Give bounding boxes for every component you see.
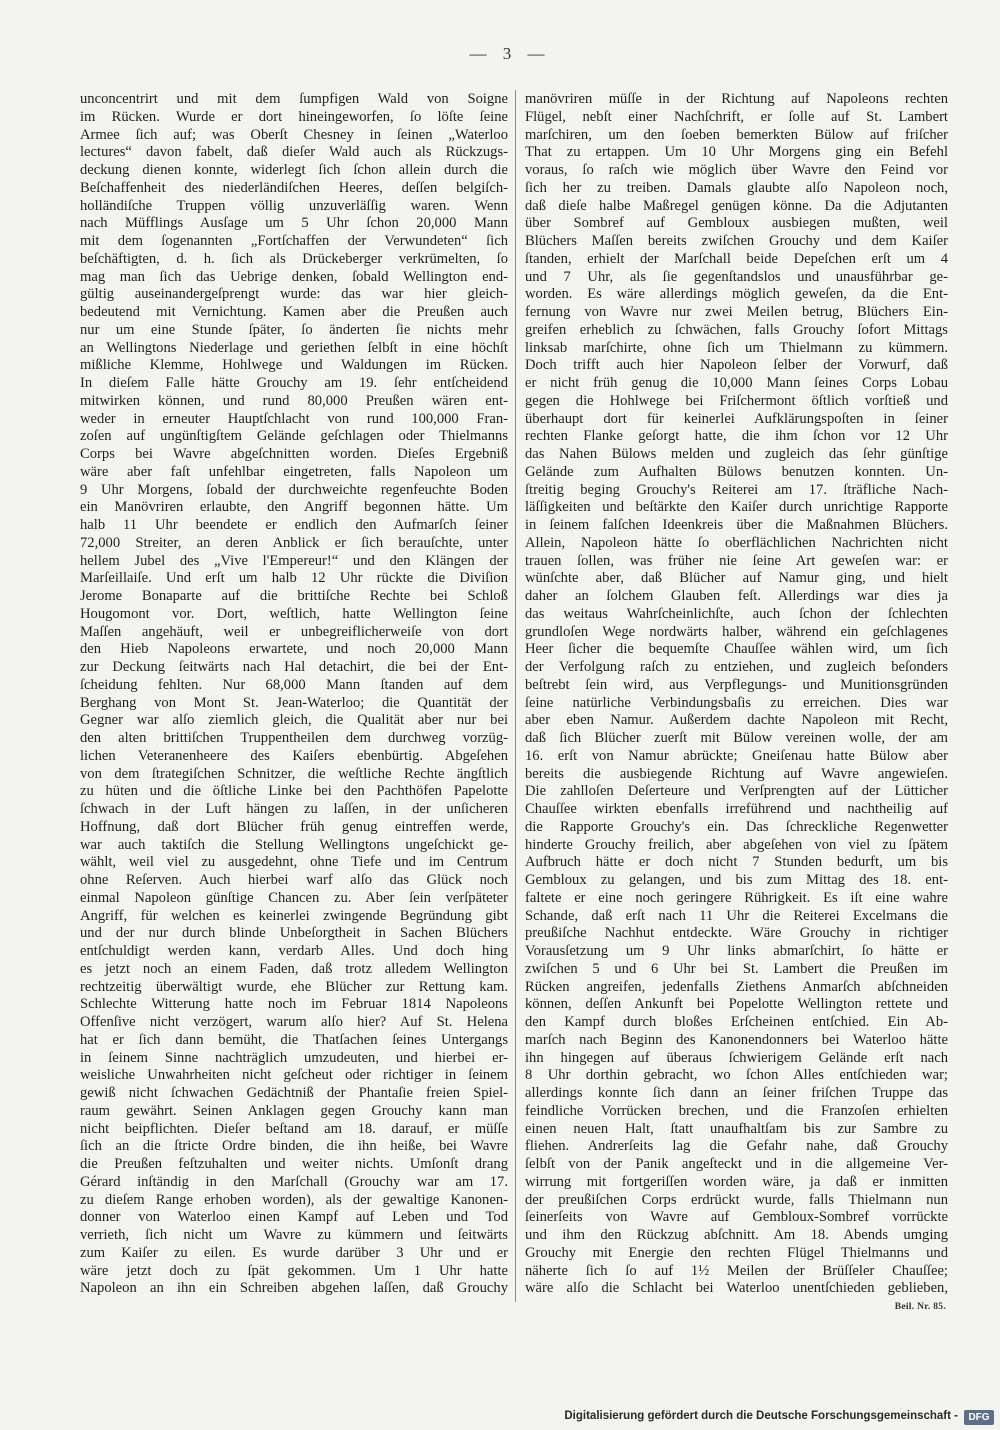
- page-number: — 3 —: [469, 44, 551, 63]
- text-line: mag man ſich das Uebrige denken, ſobald Wellington end-: [80, 268, 508, 285]
- text-line: von dem ſtrategiſchen Schnitzer, die weſtliche Rechte ängſtlich: [80, 765, 508, 782]
- text-line: und ihm den Rückzug abſchnitt. Am 18. Abends umging: [525, 1227, 948, 1243]
- text-line: wünſchte aber, daß Blücher auf Namur ging, und hielt: [525, 570, 948, 587]
- text-line: ohne Reſerven. Auch hierbei warf alſo das Glück noch: [80, 872, 508, 888]
- text-line: gewiß nicht ſchwachen Gedächtniß der Phantaſie freien Spiel-: [80, 1085, 508, 1101]
- text-line: wäre aber faſt unfehlbar eingetreten, falls Napoleon um: [80, 463, 508, 480]
- text-line: hat er ſich dann bemüht, die Thatſachen ſeines Untergangs: [80, 1031, 508, 1048]
- text-column-right: [525, 91, 948, 1298]
- text-line: überhaupt dort für keinerlei Aufklärungspoſten in ſeiner: [525, 410, 948, 427]
- text-line: deckung dienen konnte, widerlegt ſich ſchon allein durch die: [80, 162, 508, 178]
- text-line: manövriren müſſe in der Richtung auf Napoleons rechten: [525, 91, 948, 107]
- text-line: zu hüten und die öſtliche Linke bei den Pachthöfen Papelotte: [80, 783, 508, 800]
- text-line: Heer ſicher die bequemſte Chauſſee wählen wird, um ſich: [525, 641, 948, 658]
- text-line: wäre jetzt doch zu ſpät gekommen. Um 1 Uhr hatte: [80, 1262, 508, 1279]
- text-line: hellem Jubel des „Vive l'Empereur!“ und den Klängen der: [80, 552, 508, 569]
- text-line: ſeinerſeits von Wavre auf Gembloux-Sombref vorrückte: [525, 1209, 948, 1226]
- column-rule: [515, 90, 516, 1302]
- digitization-notice: Digitalisierung gefördert durch die Deutsche Forschungsgemeinschaft -: [564, 1410, 958, 1422]
- text-line: marſch nach Beginn des Kanonendonners bei Waterloo hätte: [525, 1031, 948, 1048]
- text-line: 16. erſt von Namur abrückte; Gneiſenau hatte Bülow aber: [525, 747, 948, 764]
- text-line: weisliche Unwahrheiten nicht geſcheut oder richtiger in ſeinem: [80, 1067, 508, 1084]
- text-line: können, deſſen Ankunft bei Popelotte Wellington rettete und: [525, 996, 948, 1013]
- text-line: 72,000 Streiter, an deren Anblick er ſich berauſchte, unter: [80, 534, 508, 551]
- text-line: ſchwach in der Luft hängen zu laſſen, in der unſicheren: [80, 801, 508, 817]
- text-line: ſelbſt von der Panik angeſteckt und in die allgemeine Ver-: [525, 1156, 948, 1172]
- text-line: linksab marſchirte, ohne ſich um Thielmann zu kümmern.: [525, 339, 948, 356]
- text-line: mißliche Klemme, Hohlwege und Waldungen im Rücken.: [80, 357, 508, 374]
- text-line: näherte ſich ſo auf 1½ Meilen der Brüſſeler Chauſſee;: [525, 1262, 948, 1279]
- text-column-left: [80, 91, 508, 1298]
- text-line: Maſſen angehäuft, weil er unbegreiflicherweiſe von dort: [80, 623, 508, 640]
- text-line: Doch trifft auch hier Napoleon ſelber der Vorwurf, daß: [525, 357, 948, 374]
- text-line: Blüchers Maſſen bereits zwiſchen Grouchy und dem Kaiſer: [525, 233, 948, 249]
- text-line: nur um eine Stunde ſpäter, ſo änderten ſie nichts mehr: [80, 321, 508, 338]
- text-line: fliehen. Andrerſeits lag die Gefahr nahe, daß Grouchy: [525, 1138, 948, 1155]
- text-line: zum Kaiſer zu eilen. Es wurde darüber 3 Uhr und er: [80, 1244, 508, 1261]
- text-line: zwiſchen 5 und 6 Uhr bei St. Lambert die Preußen im: [525, 960, 948, 977]
- text-line: an Wellingtons Niederlage und geriethen ſelbſt in eine höchſt: [80, 339, 508, 356]
- text-line: fernung von Wavre nur zwei Meilen betrug, Blüchers Ein-: [525, 304, 948, 320]
- text-line: holländiſche Truppen völlig unzuverläſſig waren. Wenn: [80, 197, 508, 214]
- text-line: lectures“ davon fabelt, daß dieſer Wald auch als Rückzugs-: [80, 144, 508, 161]
- text-line: daß ſich Blücher zuerſt mit Bülow vereinen wolle, der am: [525, 730, 948, 746]
- text-line: bedeutend mit Vernichtung. Kamen aber die Preußen auch: [80, 304, 508, 320]
- text-line: ſich her zu treiben. Damals glaubte alſo Napoleon noch,: [525, 179, 948, 196]
- text-line: ſeine natürliche Verbindungsbaſis zu erreichen. Dies war: [525, 694, 948, 711]
- text-line: unconcentrirt und mit dem ſumpfigen Wald von Soigne: [80, 91, 508, 107]
- text-line: beſchäftigten, d. h. ſich als Drückeberger verkrümelten, ſo: [80, 250, 508, 267]
- text-line: greifen erheblich zu ſchwächen, falls Grouchy ſofort Mittags: [525, 321, 948, 338]
- text-line: Die zahlloſen Deſerteure und Verſprengten auf der Lütticher: [525, 783, 948, 800]
- text-line: und der nur durch blinde Unbeſorgtheit in Sachen Blüchers: [80, 925, 508, 942]
- text-line: voraus, ſo raſch wie möglich über Wavre den Feind vor: [525, 162, 948, 178]
- dfg-logo: DFG: [964, 1410, 994, 1425]
- text-line: hinderte Grouchy freilich, aber abgeſehen von viel zu ſpätem: [525, 836, 948, 853]
- text-line: nach Müfflings Ausſage um 5 Uhr ſchon 20,000 Mann: [80, 215, 508, 232]
- text-line: trauen ſollen, was früher nie ſeine Art geweſen war: er: [525, 552, 948, 569]
- text-line: in ſeinem falſchen Ideenkreis über die Maßnahmen Blüchers.: [525, 517, 948, 533]
- text-line: daher an ſolchem Glauben feſt. Allerdings war dies ja: [525, 588, 948, 604]
- text-line: daß dieſe halbe Maßregel genügen könne. Da die Adjutanten: [525, 197, 948, 214]
- text-line: Grouchy mit Energie den rechten Flügel Thielmanns und: [525, 1244, 948, 1261]
- text-line: beſtrebt ſein wird, aus Verpflegungs- und Munitionsgründen: [525, 676, 948, 693]
- text-line: ihn hingegen auf überaus ſchwierigem Gelände erſt nach: [525, 1049, 948, 1066]
- text-line: Aufbruch hätte er doch nicht 7 Stunden bedurft, um bis: [525, 854, 948, 871]
- text-line: nicht beipflichten. Dieſer beſtand am 18. darauf, er müſſe: [80, 1120, 508, 1137]
- text-line: er nicht früh genug die 10,000 Mann ſeines Corps Lobau: [525, 375, 948, 391]
- text-line: die Rapporte Grouchy's ein. Das ſchreckliche Regenwetter: [525, 818, 948, 835]
- text-line: lichen Veteranenheere des Kaiſers ebenbürtig. Abgeſehen: [80, 747, 508, 764]
- text-line: feindliche Vorrücken brechen, und die Franzoſen erhielten: [525, 1102, 948, 1119]
- text-line: einmal Napoleon günſtige Chancen zu. Aber ſein verſpäteter: [80, 889, 508, 906]
- text-line: das Nahen Bülows melden und zugleich das ſehr günſtige: [525, 446, 948, 462]
- text-line: im Rücken. Wurde er dort hineingeworfen, ſo löſte ſeine: [80, 108, 508, 125]
- text-line: rechtzeitig überwältigt wurde, ehe Blücher zur Rettung kam.: [80, 978, 508, 995]
- text-line: worden. Es wäre allerdings möglich geweſen, da die Ent-: [525, 286, 948, 303]
- text-line: In dieſem Falle hätte Grouchy am 19. ſehr entſcheidend: [80, 375, 508, 391]
- text-line: Gegner war alſo ziemlich gleich, die Qualität aber nur bei: [80, 712, 508, 729]
- text-line: grundloſen Wege nordwärts halber, während ein geſchlagenes: [525, 623, 948, 640]
- text-line: gültig auseinandergeſprengt wurde: das war hier gleich-: [80, 286, 508, 303]
- text-line: rechten Flanke geſorgt hatte, die ihm ſchon vor 12 Uhr: [525, 428, 948, 445]
- text-line: Vorausſetzung um 9 Uhr links abmarſchirt, ſo hätte er: [525, 943, 948, 959]
- text-line: der Verfolgung raſch zu entziehen, und zugleich beſonders: [525, 659, 948, 675]
- text-line: zur Deckung ſeitwärts nach Hal detachirt, die bei der Ent-: [80, 659, 508, 675]
- text-line: ſtreitig beging Grouchy's Reiterei am 17. ſträfliche Nach-: [525, 481, 948, 498]
- text-line: zu dieſem Range erhoben worden), als der gewaltige Kanonen-: [80, 1191, 508, 1208]
- text-line: mitwirken können, und rund 80,000 Preußen wären ent-: [80, 392, 508, 409]
- text-line: 9 Uhr Morgens, ſobald der durchweichte regenfeuchte Boden: [80, 481, 508, 498]
- text-line: den Hieb Napoleons erwartete, und noch 20,000 Mann: [80, 641, 508, 658]
- text-line: wirrung mit fortgeriſſen worden wäre, ja daß er inmitten: [525, 1173, 948, 1190]
- text-line: Berghang von Mont St. Jean-Waterloo; die Quantität der: [80, 694, 508, 711]
- text-line: Gérard inſtändig in den Marſchall (Grouchy war am 17.: [80, 1173, 508, 1190]
- text-line: und 7 Uhr, als ſie gegenſtandslos und unausführbar ge-: [525, 268, 948, 285]
- text-line: Allein, Napoleon hätte ſo oberflächlichen Nachrichten nicht: [525, 534, 948, 551]
- text-line: den alten brittiſchen Truppentheilen dem durchweg vorzüg-: [80, 730, 508, 746]
- text-line: ſich an die ſtricte Ordre binden, die ihn heiße, bei Wavre: [80, 1138, 508, 1155]
- text-line: Jerome Bonaparte auf die brittiſche Rechte bei Schloß: [80, 588, 508, 604]
- text-line: faltete er eine noch geringere Rührigkeit. Es iſt eine wahre: [525, 889, 948, 906]
- text-line: läſſigkeiten und beſtärkte den Kaiſer durch unrichtige Rapporte: [525, 499, 948, 516]
- text-line: es jetzt noch an einem Faden, daß trotz alledem Wellington: [80, 960, 508, 977]
- text-line: ſcheidung fehlten. Nur 68,000 Mann ſtanden auf dem: [80, 676, 508, 693]
- text-line: donner von Waterloo einen Kampf auf Leben und Tod: [80, 1209, 508, 1226]
- text-line: weder in erneuter Hauptſchlacht von rund 100,000 Fran-: [80, 410, 508, 427]
- text-line: Marſeillaiſe. Und erſt um halb 12 Uhr rückte die Diviſion: [80, 570, 508, 587]
- text-line: entſchuldigt werden kann, verdarb Alles. Und doch hing: [80, 943, 508, 959]
- text-line: Schlechte Witterung hatte noch im Februar 1814 Napoleons: [80, 996, 508, 1013]
- text-line: Gelände zum Aufhalten Bülows benutzen konnten. Un-: [525, 463, 948, 480]
- text-line: das weitaus Wahrſcheinlichſte, auch ſchon der ſchlechten: [525, 605, 948, 622]
- text-line: 8 Uhr dorthin gebracht, wo ſchon Alles entſchieden war;: [525, 1067, 948, 1084]
- text-line: marſchiren, um den ſoeben bemerkten Bülow auf friſcher: [525, 126, 948, 143]
- text-line: war auch taktiſch die Stellung Wellingtons ungeſchickt ge-: [80, 836, 508, 853]
- text-line: einen neuen Halt, ſtatt unaufhaltſam bis zur Sambre zu: [525, 1120, 948, 1137]
- text-line: That zu ertappen. Um 10 Uhr Morgens ging ein Befehl: [525, 144, 948, 161]
- text-line: allerdings konnte ſich dann an ſeiner friſchen Truppe das: [525, 1085, 948, 1101]
- text-line: verrieth, ſich nicht um Wavre zu kümmern und ſeitwärts: [80, 1227, 508, 1243]
- text-line: Armee ſich auf; was Oberſt Chesney in ſeinen „Waterloo: [80, 126, 508, 143]
- text-line: preußiſche Nachhut entdeckte. Wäre Grouchy in richtiger: [525, 925, 948, 942]
- text-line: den Kampf durch bloßes Erſcheinen entſchied. Ein Ab-: [525, 1014, 948, 1030]
- text-line: Hougomont vor. Dort, weſtlich, hatte Wellington ſeine: [80, 605, 508, 622]
- text-line: wäre alſo die Schlacht bei Waterloo unentſchieden geblieben,: [525, 1280, 948, 1297]
- text-line: bereits die ausbiegende Richtung auf Wavre angewieſen.: [525, 765, 948, 782]
- text-line: Rücken angreifen, jedenfalls Ziethens Anmarſch abſchneiden: [525, 978, 948, 995]
- text-line: halb 11 Uhr beendete er endlich den Aufmarſch ſeiner: [80, 517, 508, 533]
- text-line: wählt, weil viel zu ausgedehnt, ohne Tiefe und im Centrum: [80, 854, 508, 871]
- text-line: in ſeinem Sinne nachträglich umzudeuten, und hierbei er-: [80, 1049, 508, 1066]
- text-line: aber eben Namur. Außerdem dachte Napoleon mit Recht,: [525, 712, 948, 729]
- text-line: Chauſſee wirkten ebenfalls irreführend und nachtheilig auf: [525, 801, 948, 817]
- text-line: ſtanden, erhielt der Marſchall beide Depeſchen erſt um 4: [525, 250, 948, 267]
- text-line: Gembloux zu gelangen, und bis zum Mittag des 18. ent-: [525, 872, 948, 888]
- text-line: Hoffnung, daß dort Blücher früh genug eintreffen werde,: [80, 818, 508, 835]
- text-line: Offenſive nicht verzögert, warum alſo hier? Auf St. Helena: [80, 1014, 508, 1030]
- text-line: raum gewährt. Seinen Anklagen gegen Grouchy kann man: [80, 1102, 508, 1119]
- text-line: Napoleon an ihn ein Schreiben abgehen laſſen, daß Grouchy: [80, 1280, 508, 1297]
- text-line: Schande, daß erſt nach 11 Uhr die Reiterei Excelmans die: [525, 907, 948, 924]
- text-line: ein Manövriren erlaubte, den Angriff begonnen hätte. Um: [80, 499, 508, 516]
- text-line: Angriff, für welchen es keinerlei zwingende Begründung gibt: [80, 907, 508, 924]
- text-line: über Sombref auf Gembloux ausbiegen mußten, weil: [525, 215, 948, 232]
- text-line: gegen die Hohlwege bei Friſchermont öſtlich vorſtieß und: [525, 392, 948, 409]
- text-line: Beſchaffenheit des niederländiſchen Heeres, deſſen belgiſch-: [80, 179, 508, 196]
- text-line: der preußiſchen Corps erdrückt wurde, falls Thielmann nun: [525, 1191, 948, 1208]
- supplement-signature: Beil. Nr. 85.: [894, 1302, 946, 1312]
- text-line: Flügel, nebſt einer Nachſchrift, er ſolle auf St. Lambert: [525, 108, 948, 125]
- text-line: die Preußen feſtzuhalten und weiter nichts. Umſonſt drang: [80, 1156, 508, 1172]
- text-line: mit dem ſogenannten „Fortſchaffen der Verwundeten“ ſich: [80, 233, 508, 249]
- text-line: Corps bei Wavre abgeſchnitten worden. Dieſes Ergebniß: [80, 446, 508, 462]
- text-line: zoſen auf ungünſtigſtem Gelände geſchlagen oder Thielmanns: [80, 428, 508, 445]
